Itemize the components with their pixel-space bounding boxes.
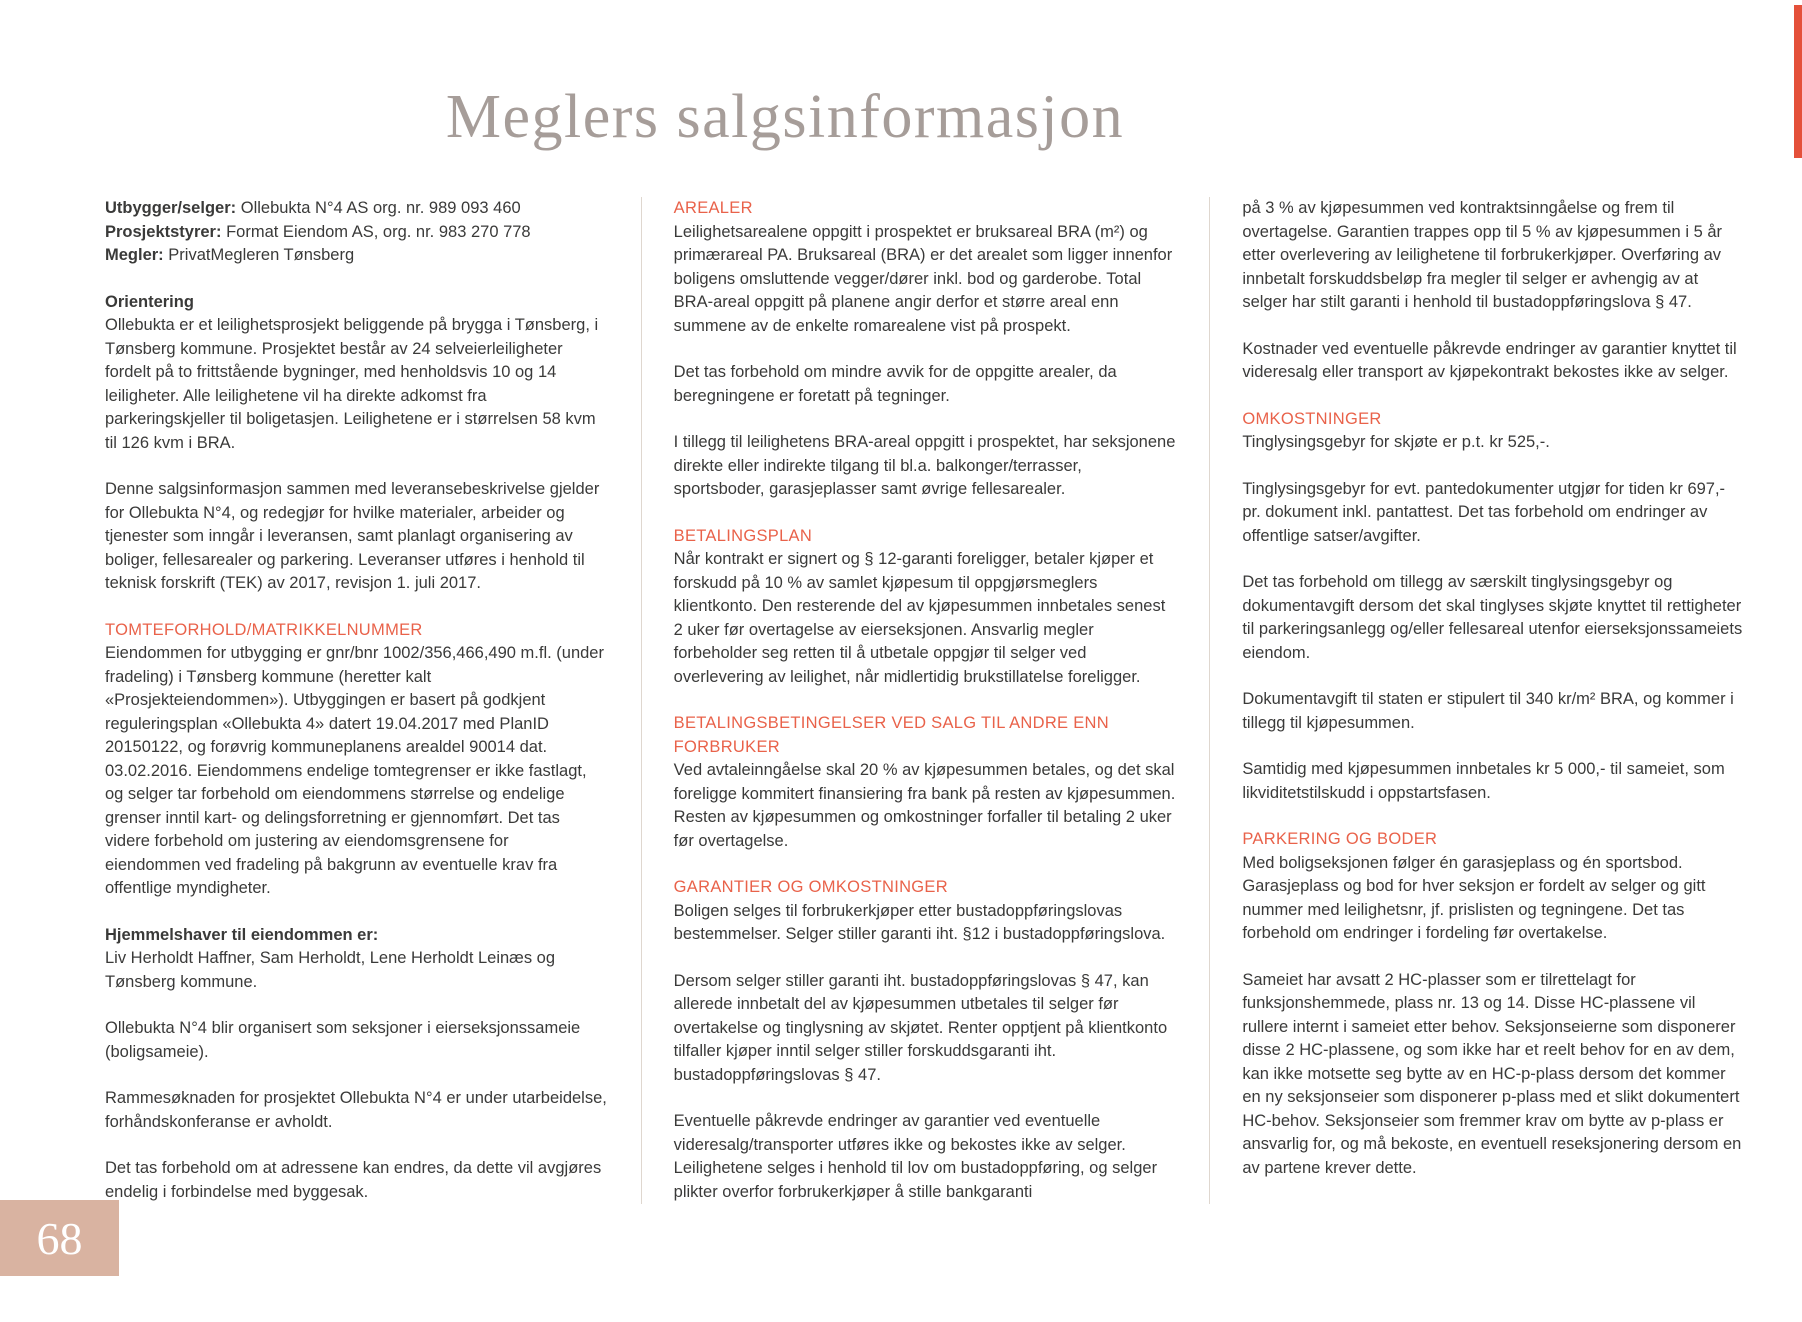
paragraph: Leilighetsarealene oppgitt i prospektet er bruksareal BRA (m²) og primærareal PA. Bruksareal (BRA) er det arealet som ligger innenfor boligens omsluttende vegger/dører inkl. bod og garderobe. Total BRA-areal oppgitt på planene angir derfor et større areal enn summene av de enkelte romarealene vist på prospekt.	[673, 222, 1173, 335]
paragraph: Tinglysingsgebyr for skjøte er p.t. kr 525,-.	[1242, 433, 1550, 451]
paragraph: Det tas forbehold om tillegg av særskilt tinglysingsgebyr og dokumentavgift dersom det skal tinglyses skjøte knyttet til rettigheter til parkeringsanlegg og/eller fellesareal utenfor eierseksjonssameiets eiendom.	[1242, 573, 1743, 662]
paragraph: Det tas forbehold om at adressene kan endres, da dette vil avgjøres endelig i forbindelse med byggesak.	[105, 1159, 602, 1201]
paragraph: Ollebukta N°4 blir organisert som seksjoner i eierseksjonssameie (boligsameie).	[105, 1019, 581, 1061]
paragraph: Ved avtaleinngåelse skal 20 % av kjøpesummen betales, og det skal foreligge kommitert finansiering fra bank på resten av kjøpesummen. Resten av kjøpesummen og omkostninger forfaller til betaling 2 uker før overtagelse.	[673, 761, 1176, 850]
text-block	[1242, 571, 1745, 665]
labeled-line	[105, 244, 608, 268]
paragraph: Dersom selger stiller garanti iht. bustadoppføringslovas § 47, kan allerede innbetalt del av kjøpesummen utbetales til selger før overtakelse og tinglysning av skjøtet. Renter opptjent på klientkonto tilfaller kjøper inntil selger stiller forskuddsgaranti iht. bustadoppføringslovas § 47.	[673, 971, 1168, 1084]
columns	[0, 197, 1802, 1204]
paragraph: Eventuelle påkrevde endringer av garantier ved eventuelle videresalg/transporter utføres ikke og bekostes ikke av selger. Leilighetene selges i henhold til lov om bustadoppføring, og selger plikter overfor forbrukerkjøper å stille bankgaranti	[673, 1112, 1158, 1201]
paragraph: Kostnader ved eventuelle påkrevde endringer av garantier knyttet til videresalg eller transport av kjøpekontrakt bekostes ikke av selger.	[1242, 339, 1737, 381]
labeled-line	[105, 221, 608, 245]
text-block	[105, 619, 608, 901]
paragraph: Denne salgsinformasjon sammen med leveransebeskrivelse gjelder for Ollebukta N°4, og redegjør for hvilke materialer, arbeider og tjenester som inngår i leveransen, samt planlagt organisering av boliger, fellesarealer og parkering. Leveranser utføres i henhold til teknisk forskrift (TEK) av 2017, revisjon 1. juli 2017.	[105, 480, 600, 592]
paragraph: Med boligseksjonen følger én garasjeplass og én sportsbod. Garasjeplass og bod for hver seksjon er fordelt av selger og gitt nummer med leilighetsnr, jf. prislisten og tegningene. Det tas forbehold om endringer i fordeling før overtakelse.	[1242, 853, 1706, 942]
text-block	[1242, 688, 1745, 735]
page-number: 68	[36, 1212, 83, 1264]
section-heading: BETALINGSBETINGELSER VED SALG TIL ANDRE ENN FORBRUKER	[673, 714, 1109, 756]
paragraph: Boligen selges til forbrukerkjøper etter bustadoppføringslovas bestemmelser. Selger stiller garanti iht. §12 i bustadoppføringslova.	[673, 901, 1166, 943]
text-block	[1242, 338, 1745, 385]
text-block	[105, 1087, 608, 1134]
section-heading: AREALER	[673, 199, 753, 217]
line-value: PrivatMegleren Tønsberg	[168, 246, 355, 264]
text-block	[105, 197, 608, 268]
section-heading: TOMTEFORHOLD/MATRIKKELNUMMER	[105, 620, 423, 639]
text-block	[1242, 478, 1745, 549]
sub-heading: Hjemmelshaver til eiendommen er:	[105, 925, 379, 944]
text-block	[674, 361, 1177, 408]
section-heading: OMKOSTNINGER	[1242, 409, 1382, 428]
text-block	[674, 525, 1177, 690]
line-label: Megler:	[105, 246, 164, 264]
text-block	[674, 197, 1177, 338]
text-block	[674, 712, 1177, 853]
paragraph: Dokumentavgift til staten er stipulert til 340 kr/m² BRA, og kommer i tillegg til kjøpesummen.	[1242, 690, 1734, 732]
text-block	[105, 478, 608, 596]
text-block	[674, 431, 1177, 502]
paragraph: Tinglysingsgebyr for evt. pantedokumenter utgjør for tiden kr 697,- pr. dokument inkl. pantattest. Det tas forbehold om endringer av offentlige satser/avgifter.	[1242, 479, 1726, 545]
paragraph: I tillegg til leilighetens BRA-areal oppgitt i prospektet, har seksjonene direkte eller indirekte tilgang til bl.a. balkonger/terrasser, sportsboder, garasjeplasser samt øvrige fellesarealer.	[673, 433, 1176, 498]
corner-accent-bar	[1794, 5, 1802, 158]
paragraph: Når kontrakt er signert og § 12-garanti foreligger, betaler kjøper et forskudd på 10 % av samlet kjøpesum til oppgjørsmeglers klientkonto. Den resterende del av kjøpesummen innbetales senest 2 uker før overtagelse av eierseksjonen. Ansvarlig megler forbeholder seg retten til å utbetale oppgjør til selger ved overlevering av leilighet, når midlertidig brukstillatelse foreligger.	[673, 550, 1166, 686]
text-block	[1242, 408, 1745, 455]
text-block	[105, 924, 608, 995]
text-block	[105, 291, 608, 456]
text-block	[105, 1017, 608, 1064]
section-heading: PARKERING OG BODER	[1242, 830, 1438, 848]
section-heading: BETALINGSPLAN	[673, 526, 813, 545]
text-block	[1242, 969, 1745, 1181]
page-title: Meglers salgsinformasjon	[445, 83, 1125, 151]
page-number-badge	[0, 1200, 119, 1276]
text-block	[1242, 758, 1745, 805]
paragraph: Sameiet har avsatt 2 HC-plasser som er tilrettelagt for funksjonshemmede, plass nr. 13 og 14. Disse HC-plassene vil rullere internt i sameiet etter behov. Seksjonseierne som disponerer disse 2 HC-plassene, og som ikke har et reelt behov for en av dem, kan ikke motsette seg bytte av en HC-p-plass dersom det kommer en ny seksjonseier som disponerer p-plass med et slikt dokumentert HC-behov. Seksjonseier som fremmer krav om bytte av p-plass er ansvarlig for, og må bekoste, en eventuell reseksjonering dersom en av partene krever dette.	[1242, 970, 1742, 1177]
paragraph: Rammesøknaden for prosjektet Ollebukta N°4 er under utarbeidelse, forhåndskonferanse er avholdt.	[105, 1089, 607, 1131]
paragraph: Det tas forbehold om mindre avvik for de oppgitte arealer, da beregningene er foretatt på tegninger.	[673, 363, 1117, 405]
text-block	[105, 1157, 608, 1204]
column-3	[1209, 197, 1745, 1204]
page-header	[0, 0, 1802, 153]
text-block	[674, 876, 1177, 947]
labeled-line	[105, 197, 608, 221]
paragraph: på 3 % av kjøpesummen ved kontraktsinngåelse og frem til overtagelse. Garantien trappes opp til 5 % av kjøpesummen i 5 år etter overlevering av leilighetene til forbrukerkjøper. Overføring av innbetalt forskuddsbeløp fra megler til selger er avhengig av at selger har stilt garanti i henhold til bustadoppføringslova § 47.	[1242, 199, 1723, 311]
section-heading: GARANTIER OG OMKOSTNINGER	[673, 878, 948, 896]
text-block	[1242, 197, 1745, 315]
text-block	[1242, 828, 1745, 946]
column-2	[641, 197, 1210, 1204]
line-value: Format Eiendom AS, org. nr. 983 270 778	[226, 222, 531, 241]
sub-heading: Orientering	[105, 292, 194, 311]
paragraph: Eiendommen for utbygging er gnr/bnr 1002/356,466,490 m.fl. (under fradeling) i Tønsberg kommune (heretter kalt «Prosjekteiendommen»). Utbyggingen er basert på godkjent reguleringsplan «Ollebukta 4» datert 19.04.2017 med PlanID 20150122, og forøvrig kommuneplanens arealdel 90014 dat. 03.02.2016. Eiendommens endelige tomtegrenser er ikke fastlagt, og selger tar forbehold om eiendommens størrelse og endelige grenser inntil kart- og delingsforretning er gjennomført. Det tas videre forbehold om justering av eiendomsgrensene for eiendommen ved fradeling på bakgrunn av eventuelle krav fra offentlige myndigheter.	[105, 644, 604, 897]
paragraph: Ollebukta er et leilighetsprosjekt beliggende på brygga i Tønsberg, i Tønsberg kommune. Prosjektet består av 24 selveierleiligheter fordelt på to frittstående bygninger, med henholdsvis 10 og 14 leiligheter. Alle leilighetene vil ha direkte adkomst fra parkeringskjeller til boligetasjen. Leilighetene er i størrelsen 58 kvm til 126 kvm i BRA.	[105, 316, 599, 452]
paragraph: Liv Herholdt Haffner, Sam Herholdt, Lene Herholdt Leinæs og Tønsberg kommune.	[105, 949, 556, 991]
text-block	[674, 970, 1177, 1088]
line-value: Ollebukta N°4 AS org. nr. 989 093 460	[240, 199, 521, 217]
line-label: Utbygger/selger:	[105, 199, 237, 217]
column-1	[105, 197, 641, 1204]
line-label: Prosjektstyrer:	[105, 222, 222, 241]
text-block	[674, 1110, 1177, 1204]
paragraph: Samtidig med kjøpesummen innbetales kr 5 000,- til sameiet, som likviditetstilskudd i oppstartsfasen.	[1242, 760, 1725, 802]
